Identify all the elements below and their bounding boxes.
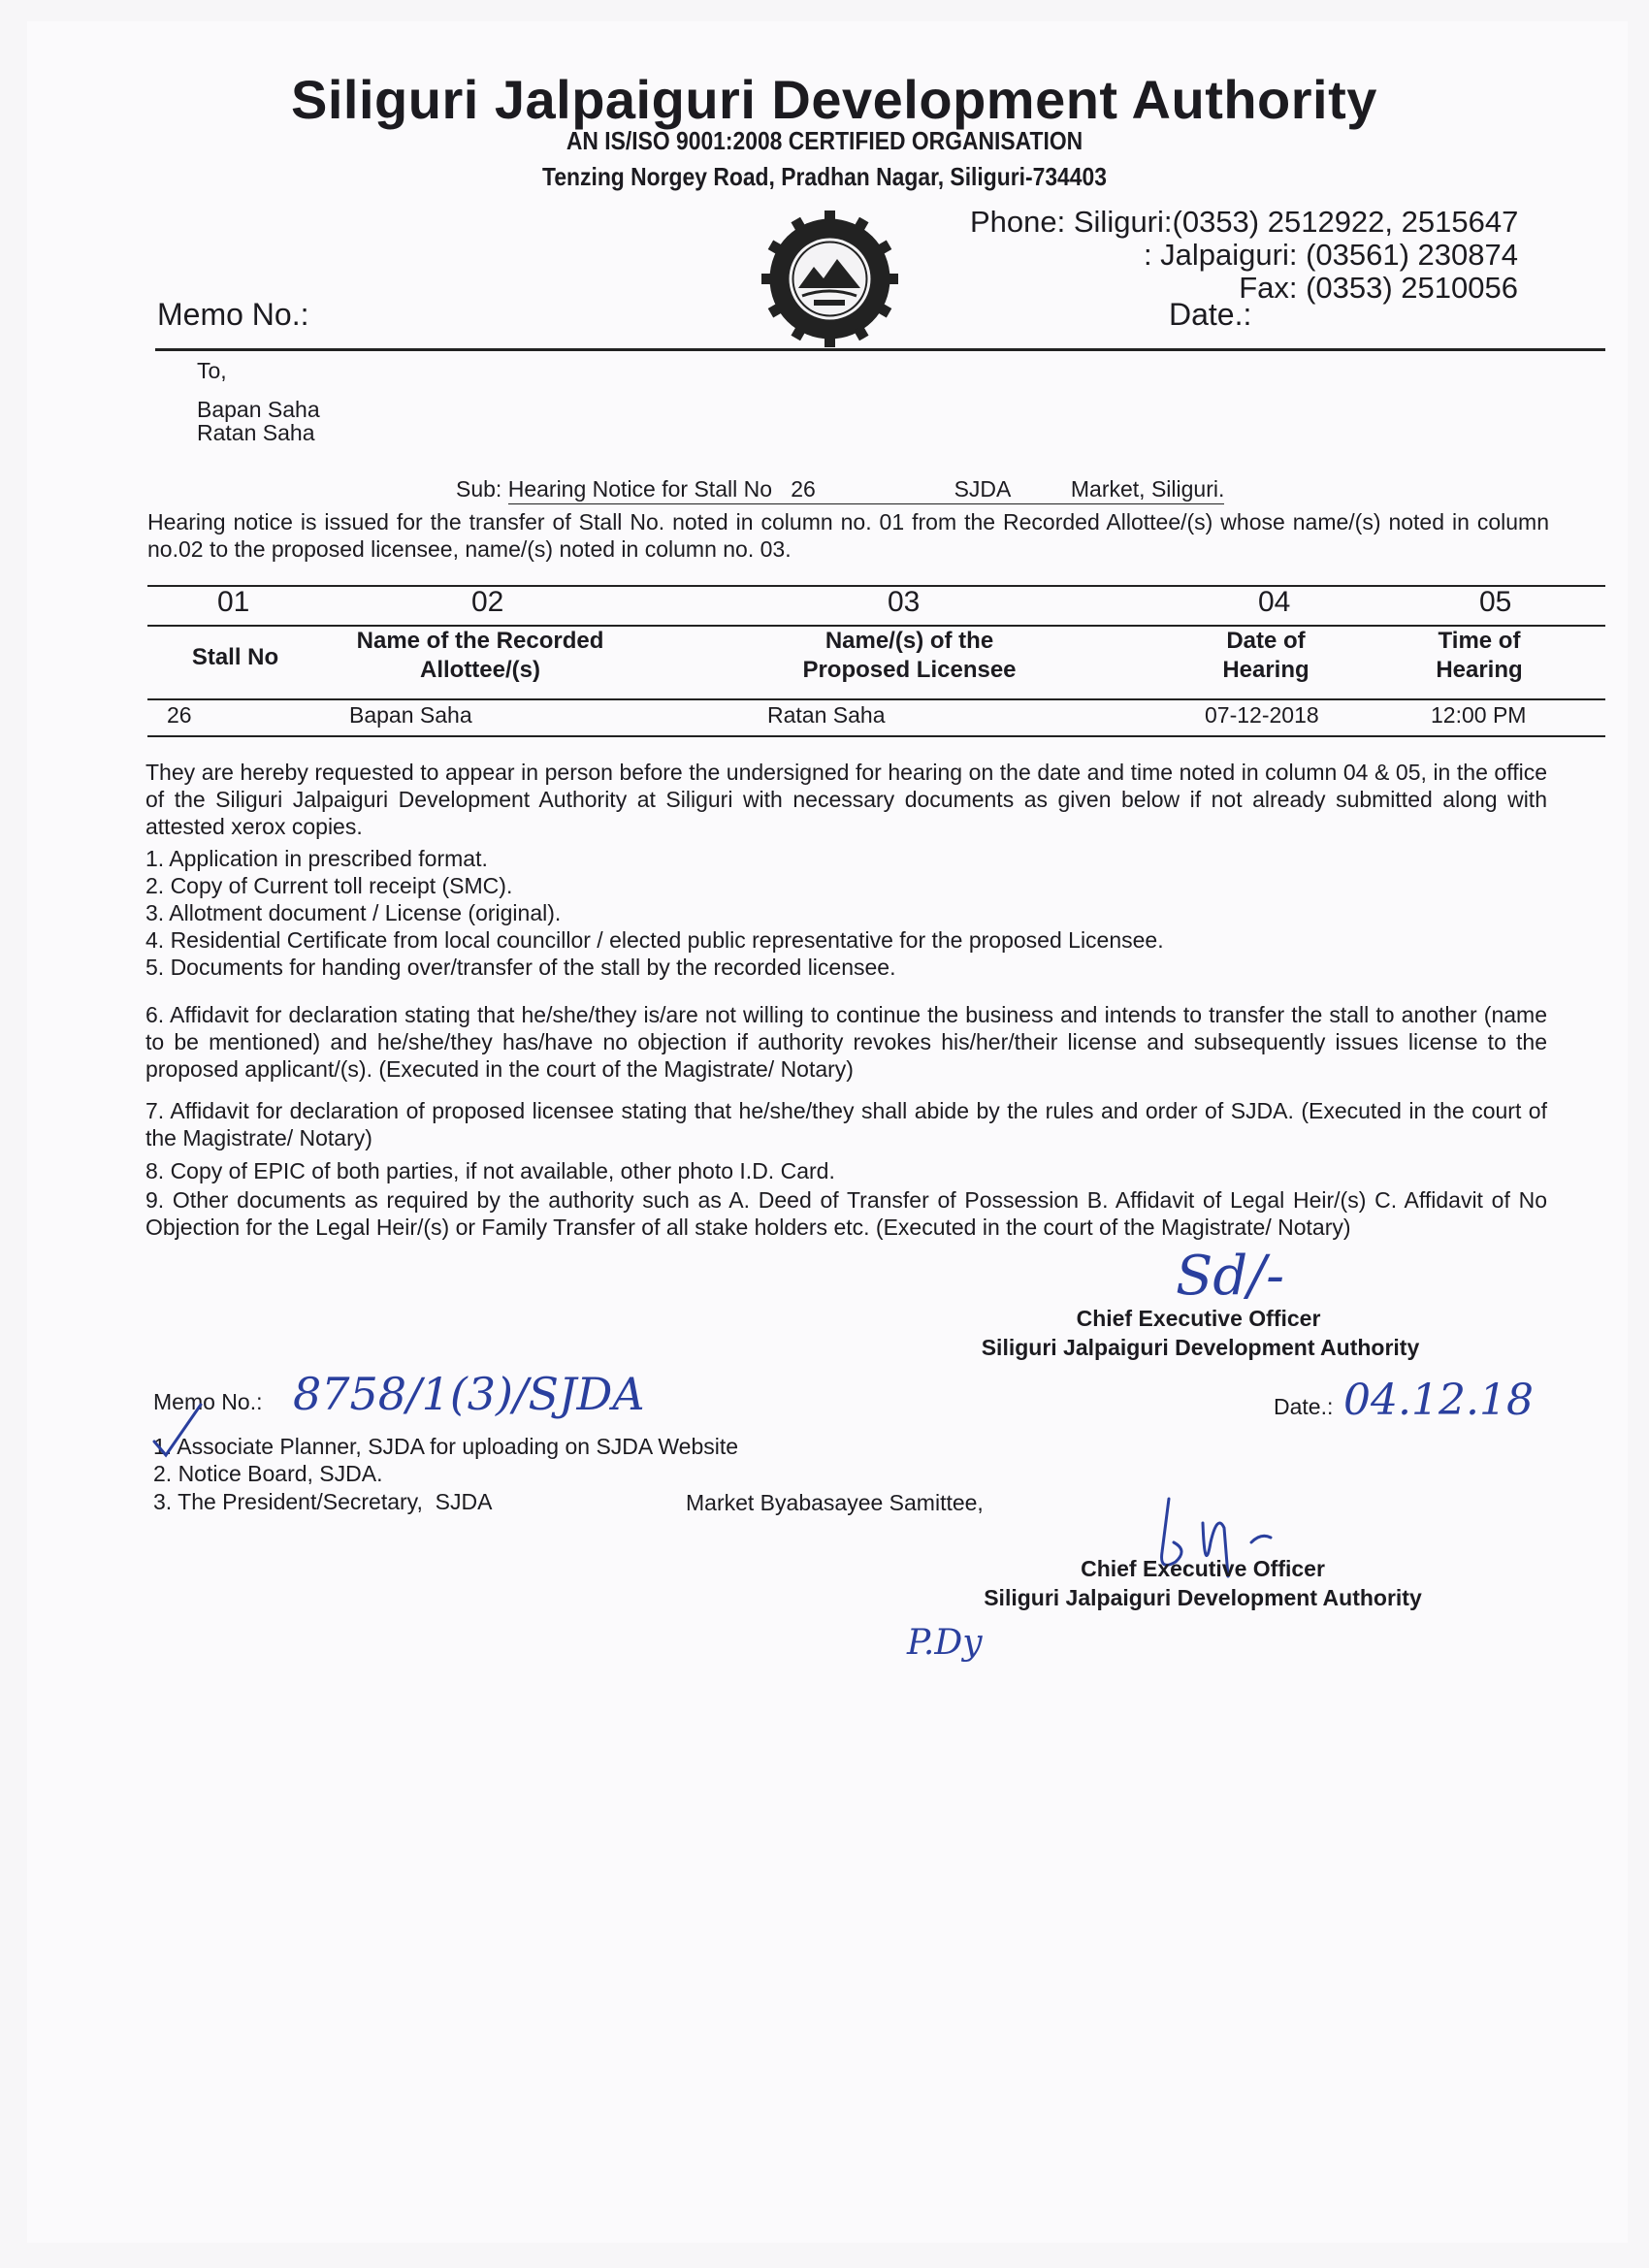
subject-prefix: Sub: (456, 476, 502, 502)
recipient-1: Bapan Saha (197, 397, 320, 422)
document-item-9: 9. Other documents as required by the authority such as A. Deed of Transfer of Possession B. Affidavit of Legal Heir/(s) C. Affidavit of No Objection for the Legal Heir/(s) or Family Transfer of all stake holders etc. (Executed in the court of the Magistrate/ Notary) (146, 1187, 1547, 1240)
col-num-3: 03 (888, 586, 921, 618)
phone-jalpaiguri: : Jalpaiguri: (03561) 230874 (1143, 238, 1518, 272)
header-date-hearing: Date of Hearing (1222, 628, 1310, 683)
copy-memo-label: Memo No.: (153, 1389, 263, 1414)
request-paragraph: They are hereby requested to appear in person before the undersigned for hearing on the date and time noted in column 04 & 05, in the office of the Siliguri Jalpaiguri Development Authority at Siliguri with necessary documents as given below if not already submitted along with attested xerox copies. (146, 760, 1547, 839)
initials-handwritten: P.Dy (907, 1623, 983, 1663)
col-num-5: 05 (1479, 586, 1512, 618)
cell-time-hearing: 12:00 PM (1431, 702, 1527, 728)
signature-sd-handwritten: Sd/- (1176, 1245, 1284, 1308)
copy-item-1: 1. Associate Planner, SJDA for uploading on SJDA Website (153, 1434, 739, 1459)
to-label: To, (197, 358, 227, 383)
copy-item-2: 2. Notice Board, SJDA. (153, 1461, 383, 1486)
copy-item-3: 3. The President/Secretary, SJDA (153, 1489, 493, 1514)
cell-recorded-allottee: Bapan Saha (349, 702, 472, 728)
document-item-4: 4. Residential Certificate from local councillor / elected public representative for the proposed Licensee. (146, 927, 1164, 953)
subject-stall: 26 (791, 476, 816, 502)
recipient-2: Ratan Saha (197, 420, 315, 445)
header-divider (155, 348, 1605, 351)
date-label: Date.: (1169, 297, 1252, 332)
signature2-title: Chief Executive Officer (1081, 1556, 1325, 1581)
memo-no-label: Memo No.: (157, 297, 309, 332)
document-item-8: 8. Copy of EPIC of both parties, if not available, other photo I.D. Card. (146, 1158, 835, 1183)
cell-proposed-licensee: Ratan Saha (767, 702, 886, 728)
subject-line (456, 476, 1224, 504)
document-item-7: 7. Affidavit for declaration of proposed licensee stating that he/she/they shall abide by the rules and order of SJDA. (Executed in the court of the Magistrate/ Notary) (146, 1098, 1547, 1150)
header-proposed-licensee: Name/(s) of the Proposed Licensee (802, 628, 1017, 683)
certification: AN IS/ISO 9001:2008 CERTIFIED ORGANISATION (566, 126, 1083, 155)
table-top-rule (147, 585, 1605, 587)
col-num-2: 02 (471, 586, 504, 618)
document-item-1: 1. Application in prescribed format. (146, 846, 488, 871)
signature1-org: Siliguri Jalpaiguri Development Authority (981, 1335, 1420, 1360)
subject-text: Hearing Notice for Stall No (507, 476, 773, 502)
copy-date-label: Date.: (1274, 1394, 1334, 1419)
subject-market: Market, Siliguri. (1070, 476, 1225, 502)
intro-paragraph: Hearing notice is issued for the transfer of Stall No. noted in column no. 01 from the Recorded Allottee/(s) whose name/(s) noted in column no.02 to the proposed licensee, name/(s) noted in column no. 03. (147, 509, 1549, 562)
copy-date-handwritten: 04.12.18 (1343, 1376, 1534, 1425)
market-committee: Market Byabasayee Samittee, (686, 1490, 984, 1515)
tick-mark-icon (150, 1397, 209, 1460)
document-item-2: 2. Copy of Current toll receipt (SMC). (146, 873, 513, 898)
header-stall-no: Stall No (191, 644, 279, 670)
signature2-scribble (1135, 1484, 1329, 1601)
signature2-org: Siliguri Jalpaiguri Development Authority (984, 1585, 1422, 1610)
copy-memo-number-handwritten: 8758/1(3)/SJDA (293, 1368, 645, 1420)
address: Tenzing Norgey Road, Pradhan Nagar, Siliguri-734403 (542, 162, 1107, 191)
cell-date-hearing: 07-12-2018 (1205, 702, 1319, 728)
org-name: Siliguri Jalpaiguri Development Authority (291, 69, 1377, 130)
col-num-4: 04 (1258, 586, 1291, 618)
cell-stall-no: 26 (167, 702, 192, 728)
col-num-1: 01 (217, 586, 250, 618)
document-item-3: 3. Allotment document / License (original). (146, 900, 562, 925)
header-time-hearing: Time of Hearing (1436, 628, 1523, 683)
fax: Fax: (0353) 2510056 (1239, 271, 1518, 305)
document-item-6: 6. Affidavit for declaration stating that he/she/they is/are not willing to continue the business and intends to transfer the stall to another (name to be mentioned) and he/she/they has/have no objection if authority revokes his/her/their license and subsequently issues license to the proposed applicant/(s). (Executed in the court of the Magistrate/ Notary) (146, 1002, 1547, 1082)
subject-body: SJDA (954, 476, 1011, 502)
table-bottom-rule (147, 735, 1605, 737)
table-row-rule (147, 698, 1605, 700)
signature1-title: Chief Executive Officer (1076, 1306, 1321, 1331)
sjda-seal-logo (760, 209, 900, 349)
phone-siliguri: Phone: Siliguri:(0353) 2512922, 2515647 (970, 205, 1519, 239)
document-item-5: 5. Documents for handing over/transfer of the stall by the recorded licensee. (146, 955, 896, 980)
header-recorded-allottee: Name of the Recorded Allottee/(s) (356, 628, 604, 683)
